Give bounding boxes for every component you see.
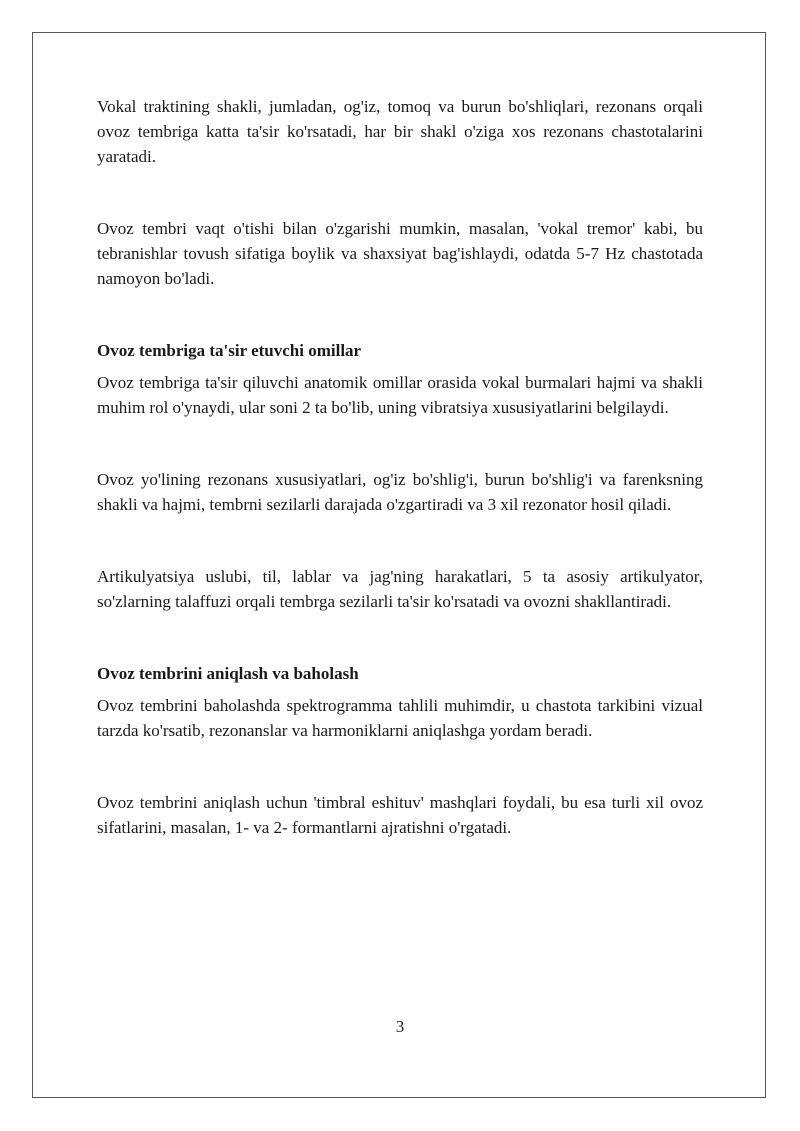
paragraph-vocal-tract: Vokal traktining shakli, jumladan, og'iz, tomoq va burun bo'shliqlari, rezonans orqali ovoz tembriga katta ta'sir ko'rsatadi, har bir shakl o'ziga xos rezonans chastotalarini yaratadi. xyxy=(97,97,703,166)
paragraph-timbral-hearing: Ovoz tembrini aniqlash uchun 'timbral eshituv' mashqlari foydali, bu esa turli xil ovoz sifatlarini, masalan, 1- va 2- formantlarni ajratishni o'rgatadi. xyxy=(97,793,703,837)
paragraph-anatomic-factors: Ovoz tembriga ta'sir qiluvchi anatomik omillar orasida vokal burmalari hajmi va shakli muhim rol o'ynaydi, ular soni 2 ta bo'lib, uning vibratsiya xususiyatlarini belgilaydi. xyxy=(97,373,703,417)
paragraph-spectrogram: Ovoz tembrini baholashda spektrogramma tahlili muhimdir, u chastota tarkibini vizual tarzda ko'rsatib, rezonanslar va harmoniklarni aniqlashga yordam beradi. xyxy=(97,696,703,740)
section-heading-assessment: Ovoz tembrini aniqlash va baholash xyxy=(97,664,359,683)
paragraph-resonance: Ovoz yo'lining rezonans xususiyatlari, og'iz bo'shlig'i, burun bo'shlig'i va farenksning shakli va hajmi, tembrni sezilarli darajada o'zgartiradi va 3 xil rezonator hosil qiladi. xyxy=(97,470,703,514)
document-body xyxy=(97,94,703,840)
section-heading-factors: Ovoz tembriga ta'sir etuvchi omillar xyxy=(97,341,362,360)
page-number: 3 xyxy=(395,1017,405,1036)
paragraph-timbre-change: Ovoz tembri vaqt o'tishi bilan o'zgarishi mumkin, masalan, 'vokal tremor' kabi, bu tebranishlar tovush sifatiga boylik va shaxsiyat bag'ishlaydi, odatda 5-7 Hz chastotada namoyon bo'ladi. xyxy=(97,219,703,288)
paragraph-articulation: Artikulyatsiya uslubi, til, lablar va jag'ning harakatlari, 5 ta asosiy artikulyator, so'zlarning talaffuzi orqali tembrga sezilarli ta'sir ko'rsatadi va ovozni shakllantiradi. xyxy=(97,567,703,611)
